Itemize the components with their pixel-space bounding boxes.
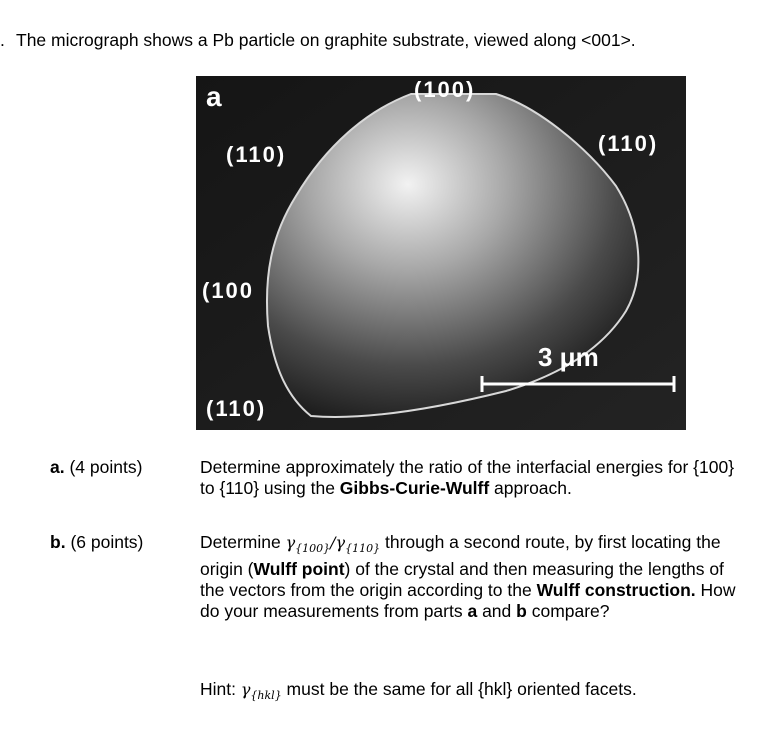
- question-b-label: b. (6 points): [50, 532, 144, 552]
- question-a-label: a. (4 points): [50, 457, 143, 477]
- facet-label-upper-left: (110): [226, 142, 287, 167]
- panel-label: a: [206, 81, 222, 112]
- facet-label-lower-left: (110): [206, 396, 267, 421]
- intro-text: The micrograph shows a Pb particle on graphite substrate, viewed along <001>.: [16, 30, 636, 50]
- micrograph-image: [196, 76, 686, 430]
- scale-bar-label: 3 μm: [538, 342, 599, 372]
- question-a-text: Determine approximately the ratio of the interfacial energies for {100} to {110} using the Gibbs-Curie-Wulff approach.: [200, 457, 735, 498]
- facet-label-top: (100): [414, 77, 476, 102]
- question-b-text: Determine $\gamma_{\{100\}}/\gamma_{\{110\}}$ through a second route, by first locating the origin (Wulff point) of the crystal and then measuring the lengths of the vectors from the origin according to the Wulff construction. How do your measurements from parts a and b compare?: [200, 532, 736, 622]
- problem-number: .: [0, 30, 5, 50]
- sem-micrograph: [196, 76, 686, 430]
- problem-intro: [0, 30, 636, 51]
- hint-text: Hint: $\gamma_{\{hkl\}}$ must be the same for all {hkl} oriented facets.: [200, 679, 637, 703]
- facet-label-upper-right: (110): [598, 131, 659, 156]
- gamma-ratio: $\gamma_{\{100\}}/\gamma_{\{110\}}$: [285, 533, 381, 556]
- facet-label-left: (100: [202, 278, 255, 303]
- gamma-hkl: $\gamma_{\{hkl\}}$: [240, 680, 282, 703]
